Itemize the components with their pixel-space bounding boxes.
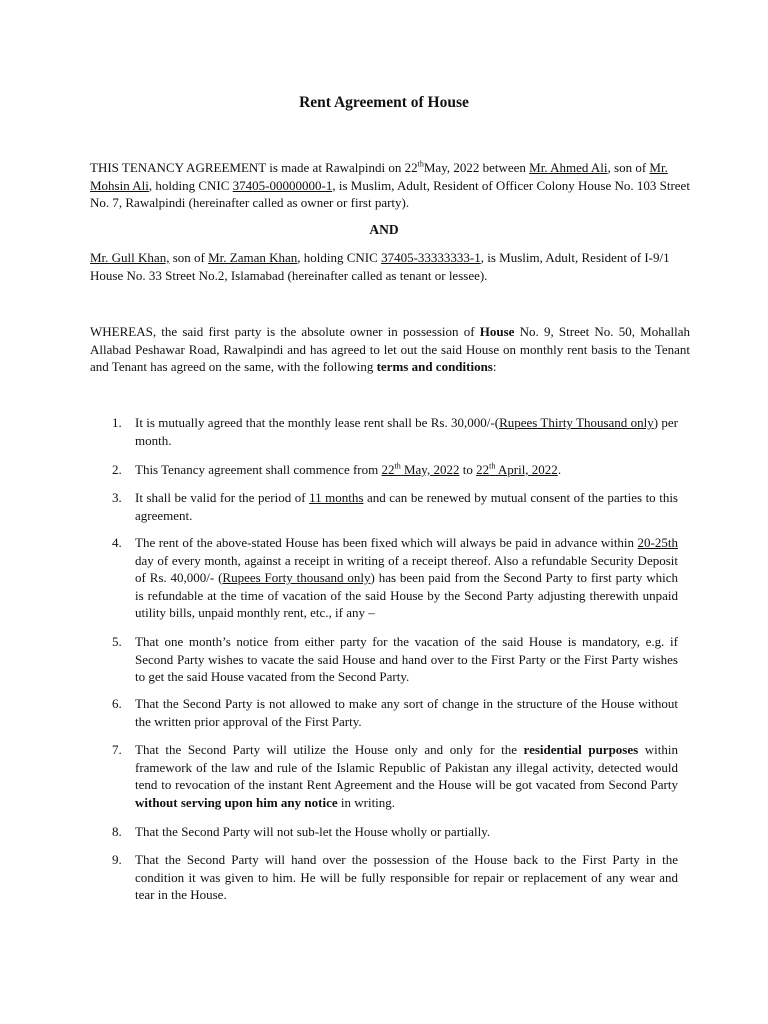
- tenant-text: , is Muslim, Adult, Resident of I-9/1 House No. 33 Street No.2, Islamabad (hereinafter called as tenant or lessee).: [90, 250, 670, 283]
- document-title: Rent Agreement of House: [299, 94, 469, 111]
- clause-text: That one month’s notice from either party for the vacation of the said House is mandatory, e.g. if Second Party wishes to vacate the said House and hand over to the First Party or the First Party wishes to get the said House vacated from the Second Party.: [135, 634, 678, 684]
- intro-text: , son of: [607, 160, 650, 175]
- start-date: 22th May, 2022: [381, 461, 460, 477]
- intro-text: THIS TENANCY AGREEMENT is made at Rawalpindi on 22: [90, 160, 418, 175]
- whereas-bold: House: [479, 324, 515, 339]
- whereas-paragraph: [90, 323, 690, 376]
- end-date: 22th April, 2022: [476, 461, 558, 477]
- intro-text: May, 2022 between: [423, 160, 530, 175]
- intro-text: , holding CNIC: [148, 177, 233, 193]
- clause-text: That the Second Party is not allowed to make any sort of change in the structure of the House without the written prior approval of the First Party.: [135, 696, 678, 729]
- clause-number: 8.: [112, 824, 122, 839]
- tenant-paragraph: [90, 249, 690, 284]
- deposit-amount-words: Rupees Forty thousand only: [222, 570, 371, 585]
- tenant-father-name: Mr. Zaman Khan: [208, 250, 298, 265]
- superscript: th: [417, 159, 424, 169]
- clause-text: This Tenancy agreement shall commence from 22th May, 2022 to 22th April, 2022.: [135, 461, 562, 477]
- clause-number: 2.: [112, 462, 122, 477]
- clause-number: 7.: [112, 742, 122, 757]
- and-separator: AND: [369, 222, 399, 237]
- tenant-cnic: 37405-33333333-1: [381, 250, 481, 265]
- clause-number: 9.: [112, 852, 122, 867]
- validity-period: 11 months: [309, 490, 364, 505]
- clause-text: It is mutually agreed that the monthly lease rent shall be Rs. 30,000/-(Rupees Thirty Thousand only) per month.: [135, 415, 678, 448]
- whereas-text: No. 9, Street No. 50, Mohallah Allabad Peshawar Road, Rawalpindi and has agreed to let out the said House on monthly rent basis to the Tenant and Tenant has agreed on the same, with the following: [90, 324, 691, 374]
- clause-text: That the Second Party will hand over the possession of the House back to the First Party in the condition it was given to him. He will be fully responsible for repair or replacement of any wear and tear in the House.: [135, 852, 678, 902]
- clause-text: The rent of the above-stated House has been fixed which will always be paid in advance within 20-25th day of every month, against a receipt in writing of a receipt thereof. Also a refundable Security Deposit of Rs. 40,000/- (Rupees Forty thousand only) has been paid from the Second Party to first party which is refundable at the time of vacation of the said House by the Second Party adjusting therewith unpaid utility bills, unpaid monthly rent, etc., if any –: [135, 535, 678, 620]
- tenant-text: son of: [169, 250, 209, 265]
- owner-father-name: Mr. Mohsin Ali: [90, 160, 668, 193]
- owner-cnic: 37405-00000000-1,: [232, 177, 336, 193]
- clause-number: 6.: [112, 696, 122, 711]
- tenant-text: , holding CNIC: [297, 250, 382, 265]
- rent-amount-words: Rupees Thirty Thousand only: [499, 415, 654, 430]
- payment-day: 20-25th: [637, 535, 678, 550]
- clause-text: That the Second Party will not sub-let the House wholly or partially.: [135, 824, 491, 839]
- clause-text: It shall be valid for the period of 11 months and can be renewed by mutual consent of the parties to this agreement.: [135, 490, 678, 523]
- intro-paragraph: [90, 159, 690, 212]
- whereas-text: :: [492, 359, 497, 374]
- clause-text: That the Second Party will utilize the House only and only for the residential purposes within framework of the law and rule of the Islamic Republic of Pakistan any illegal activity, detected would tend to revocation of the instant Rent Agreement and the House will be got vacated from Second Party without serving upon him any notice in writing.: [135, 742, 678, 810]
- terms-and-conditions: terms and conditions: [376, 359, 493, 374]
- without-notice: without serving upon him any notice: [135, 794, 338, 810]
- clause-number: 4.: [112, 535, 122, 550]
- intro-text: is Muslim, Adult, Resident of Officer Colony House No. 103 Street No. 7, Rawalpindi (hereinafter called as owner or first party).: [90, 177, 690, 210]
- clause-number: 5.: [112, 634, 122, 649]
- residential-purposes: residential purposes: [523, 742, 639, 757]
- clause-number: 3.: [112, 490, 122, 505]
- owner-name: Mr. Ahmed Ali: [529, 160, 608, 175]
- clause-number: 1.: [112, 415, 122, 430]
- tenant-name: Mr. Gull Khan,: [90, 250, 170, 265]
- whereas-text: WHEREAS, the said first party is the absolute owner in possession of: [90, 324, 480, 339]
